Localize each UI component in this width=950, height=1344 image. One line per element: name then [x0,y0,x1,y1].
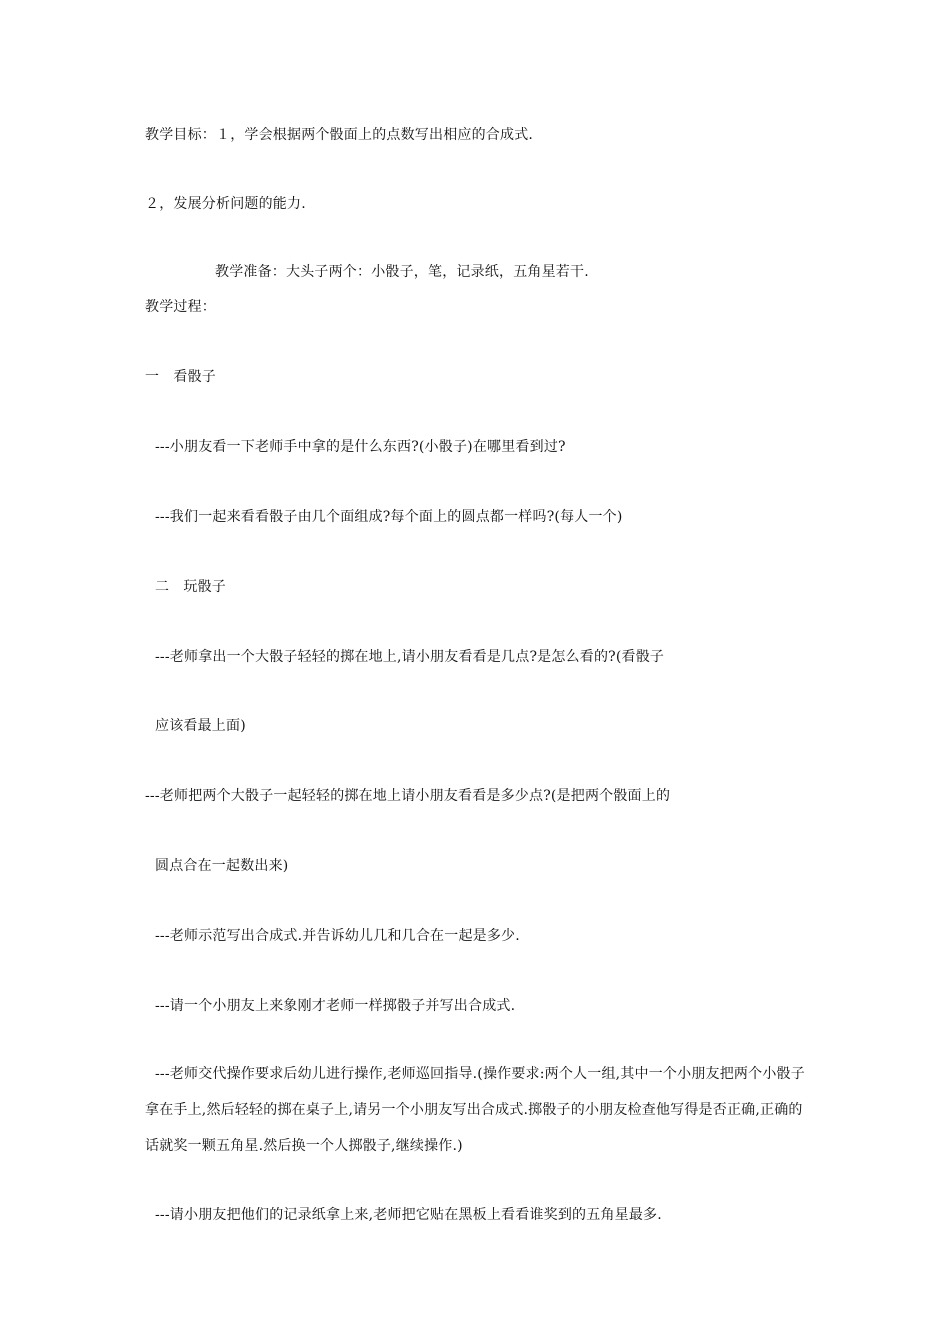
section-1-item-2: ---我们一起来看看骰子由几个面组成?每个面上的圆点都一样吗?(每人一个) [155,509,623,525]
section-2-title: 二 玩骰子 [155,579,226,595]
section-2-item-6: ---请小朋友把他们的记录纸拿上来,老师把它贴在黑板上看看谁奖到的五角星最多. [155,1207,662,1223]
section-2-item-4: ---请一个小朋友上来象刚才老师一样掷骰子并写出合成式. [155,998,516,1014]
section-2-item-1-line-1: ---老师拿出一个大骰子轻轻的掷在地上,请小朋友看看是几点?是怎么看的?(看骰子 [155,649,665,665]
section-2-item-5: ---老师交代操作要求后幼儿进行操作,老师巡回指导.(操作要求:两个人一组,其中一个小朋友把两个小骰子拿在手上,然后轻轻的掷在桌子上,请另一个小朋友写出合成式.掷骰子的小朋友检查他写得是否正确,正确的话就奖一颗五角星.然后换一个人掷骰子,继续操作.) [145,1066,805,1154]
section-1-title: 一 看骰子 [145,369,216,385]
section-2-item-2-line-2: 圆点合在一起数出来) [155,858,289,874]
section-2-item-2-line-1: ---老师把两个大骰子一起轻轻的掷在地上请小朋友看看是多少点?(是把两个骰面上的 [145,788,671,804]
section-2-item-1-line-2: 应该看最上面) [155,718,246,734]
section-1-item-1: ---小朋友看一下老师手中拿的是什么东西?(小骰子)在哪里看到过? [155,439,566,455]
objective-line-1: 教学目标：１，学会根据两个骰面上的点数写出相应的合成式. [145,127,534,143]
process-heading: 教学过程： [145,299,216,315]
section-2-item-3: ---老师示范写出合成式.并告诉幼儿几和几合在一起是多少. [155,928,520,944]
preparation-line: 教学准备：大头子两个：小骰子，笔，记录纸，五角星若干. [215,264,589,280]
objective-line-2: ２，发展分析问题的能力. [145,196,306,212]
section-2-item-5-paragraph [145,1056,815,1164]
